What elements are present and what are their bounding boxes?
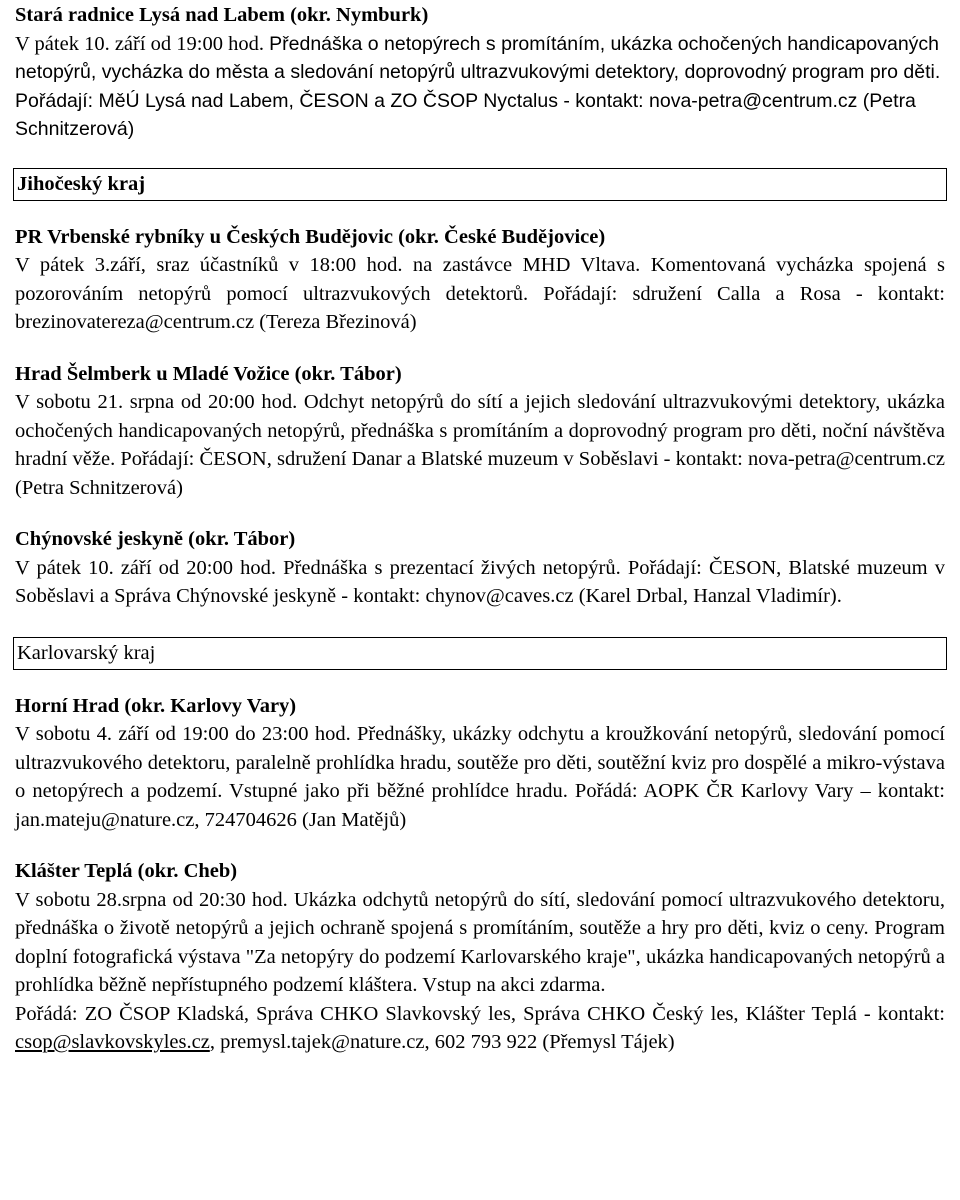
organizers-text: Pořádá: ZO ČSOP Kladská, Správa CHKO Slavkovský les, Správa CHKO Český les, Klášter Teplá - kontakt: bbox=[15, 1002, 945, 1025]
region-heading-jihocesky: Jihočeský kraj bbox=[13, 168, 947, 201]
event-description: V pátek 10. září od 20:00 hod. Přednáška s prezentací živých netopýrů. Pořádají: ČESON, Blatské muzeum v Soběslavi a Správa Chýnovské jeskyně - kontakt: chynov@caves.cz (Karel Drbal, Hanzal Vladimír). bbox=[15, 556, 945, 607]
event-description: V sobotu 4. září od 19:00 do 23:00 hod. Přednášky, ukázky odchytu a kroužkování netopýrů, sledování pomocí ultrazvukového detektoru, paralelně prohlídka hradu, soutěže pro děti, soutěžní kviz pro dospělé a mikro-výstava o netopýrech a podzemí. Vstupné jako při běžné prohlídce hradu. Pořádá: AOPK ČR Karlovy Vary – kontakt: jan.mateju@nature.cz, 724704626 (Jan Matějů) bbox=[15, 723, 945, 831]
event-horni-hrad bbox=[15, 692, 945, 835]
event-title: PR Vrbenské rybníky u Českých Budějovic (okr. České Budějovice) bbox=[15, 225, 606, 248]
event-organizers bbox=[15, 1000, 945, 1057]
spacer bbox=[15, 502, 945, 525]
event-detail-text: Přednáška o netopýrech s promítáním, ukázka ochočených handicapovaných netopýrů, vycházka do města a sledování netopýrů ultrazvukovými detektory, doprovodný program pro děti. Pořádají: MěÚ Lysá nad Labem, ČESON a ZO ČSOP Nyctalus - kontakt: nova-petra@centrum.cz (Petra Schnitzerová) bbox=[15, 32, 941, 140]
event-title: Hrad Šelmberk u Mladé Vožice (okr. Tábor) bbox=[15, 362, 402, 385]
spacer bbox=[15, 337, 945, 360]
event-stara-radnice bbox=[15, 1, 945, 144]
spacer bbox=[15, 670, 945, 692]
spacer bbox=[15, 144, 945, 168]
event-description: V pátek 3.září, sraz účastníků v 18:00 hod. na zastávce MHD Vltava. Komentovaná vycházka spojená s pozorováním netopýrů pomocí ultrazvukových detektorů. Pořádají: sdružení Calla a Rosa - kontakt: brezinovatereza@centrum.cz (Tereza Březinová) bbox=[15, 254, 945, 333]
event-title: Horní Hrad (okr. Karlovy Vary) bbox=[15, 694, 297, 717]
event-hrad-selmberk bbox=[15, 360, 945, 503]
event-title: Klášter Teplá (okr. Cheb) bbox=[15, 860, 238, 882]
event-description: V sobotu 21. srpna od 20:00 hod. Odchyt netopýrů do sítí a jejich sledování ultrazvukovými detektory, ukázka ochočených handicapovaných netopýrů, přednáška s promítáním a doprovodný program pro děti, noční návštěva hradní věže. Pořádají: ČESON, sdružení Danar a Blatské muzeum v Soběslavi - kontakt: nova-petra@centrum.cz (Petra Schnitzerová) bbox=[15, 391, 945, 499]
spacer bbox=[15, 611, 945, 637]
region-heading-karlovarsky: Karlovarský kraj bbox=[13, 637, 947, 670]
event-date-text: V pátek 10. září od 19:00 hod. bbox=[15, 32, 270, 55]
spacer bbox=[15, 201, 945, 223]
document-page bbox=[15, 1, 945, 1057]
event-description bbox=[15, 30, 945, 144]
event-klaster-tepla bbox=[15, 857, 945, 1057]
spacer bbox=[15, 834, 945, 857]
event-title: Stará radnice Lysá nad Labem (okr. Nymburk) bbox=[15, 4, 429, 26]
event-title: Chýnovské jeskyně (okr. Tábor) bbox=[15, 528, 296, 550]
contact-email-link[interactable]: csop@slavkovskyles.cz bbox=[15, 1031, 210, 1053]
event-description: V sobotu 28.srpna od 20:30 hod. Ukázka odchytů netopýrů do sítí, sledování pomocí ultrazvukového detektoru, přednáška o životě netopýrů a jejich ochraně spojená s promítáním, soutěže a hry pro děti, kviz o ceny. Program doplní fotografická výstava "Za netopýry do podzemí Karlovarského kraje", ukázka handicapovaných netopýrů a prohlídka běžně nepřístupného podzemí kláštera. Vstup na akci zdarma. bbox=[15, 888, 945, 996]
event-vrbenske-rybniky bbox=[15, 223, 945, 337]
organizers-contact-text: , premysl.tajek@nature.cz, 602 793 922 (Přemysl Tájek) bbox=[209, 1031, 675, 1053]
event-chynovske-jeskyne bbox=[15, 525, 945, 611]
